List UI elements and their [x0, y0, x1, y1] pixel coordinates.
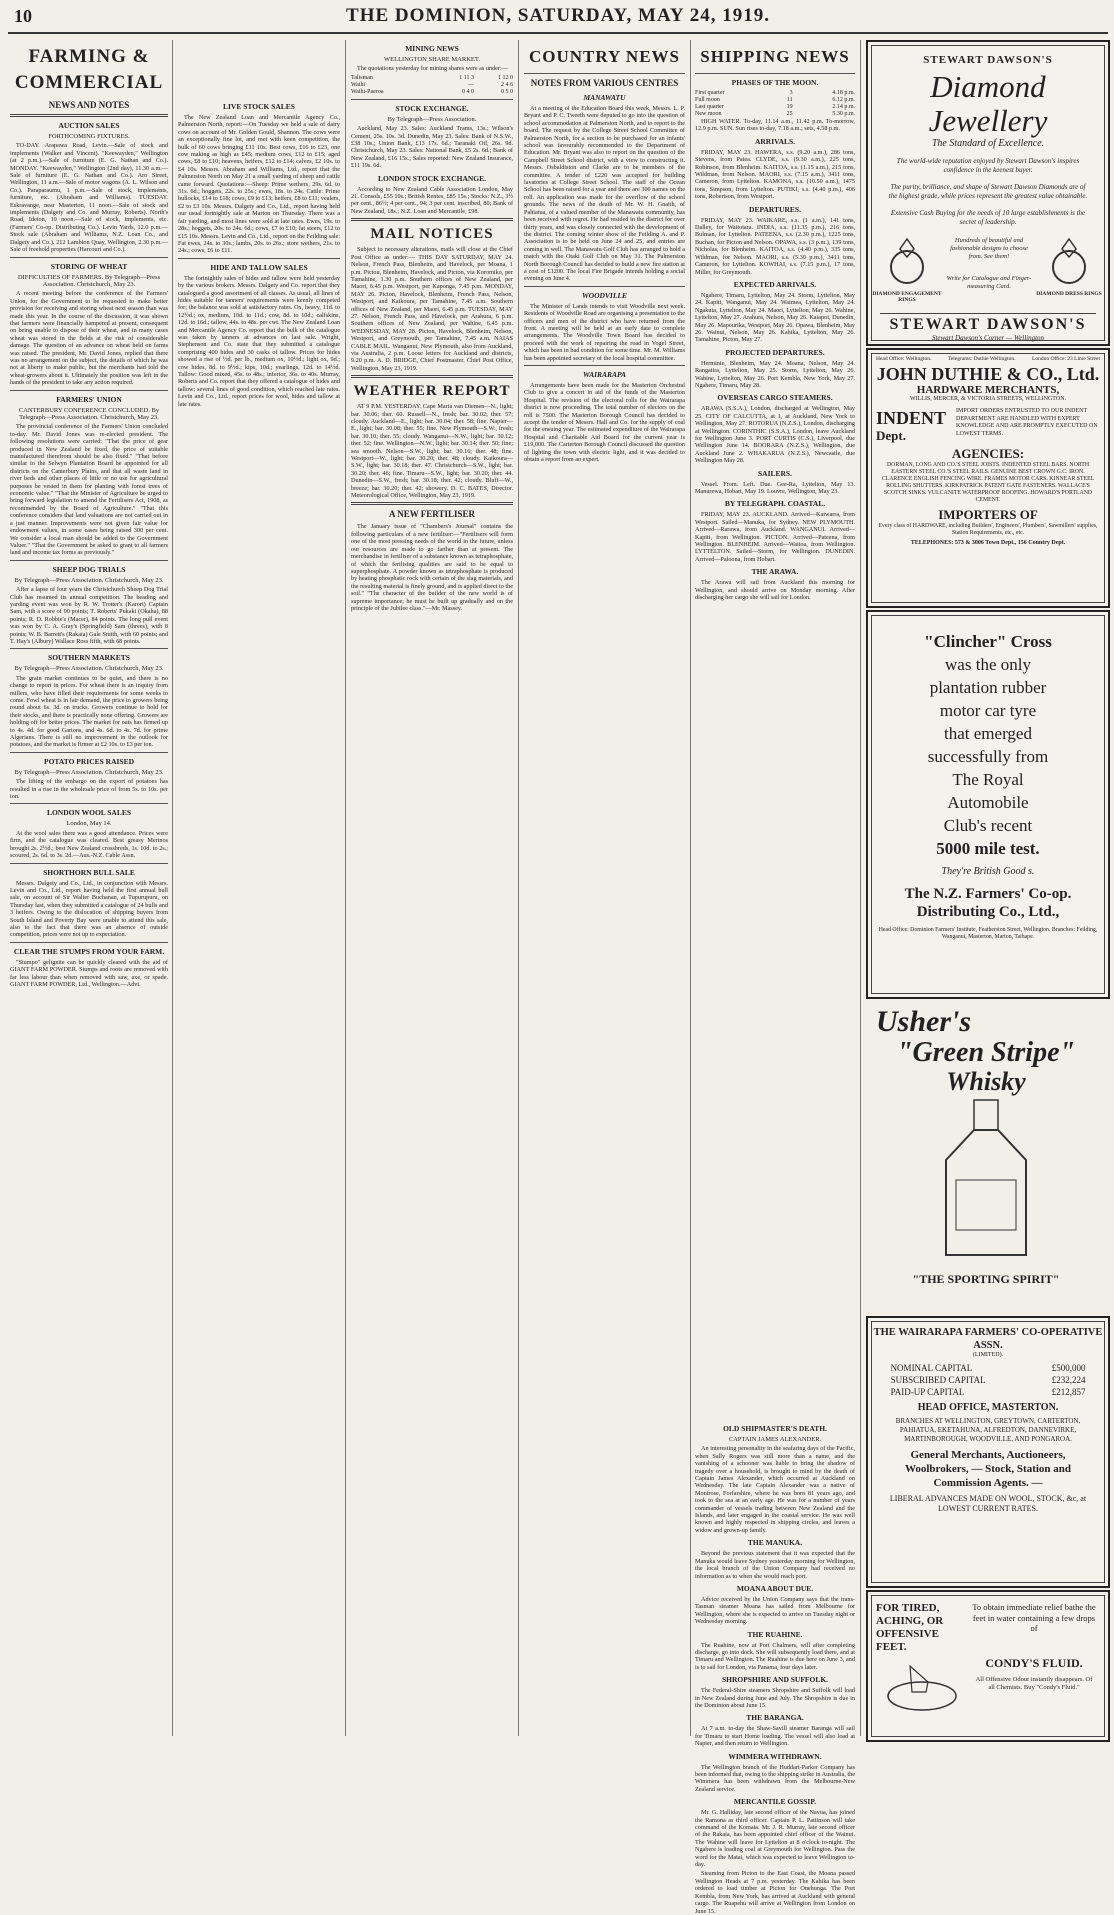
mining-row-cell: 0 4 0 [461, 88, 474, 95]
article-heading: CLEAR THE STUMPS FROM YOUR FARM. [13, 946, 165, 956]
article-heading: THE MANUKA. [747, 1538, 803, 1548]
article-text: According to New Zealand Cable Association London, May 21. Consols, £55 10s.; British Rentes, £85 15s.; Stocks: N.Z., 3½ per cent., 86½; 4 per cent., 94; 3 per cent. inscribed, 80; Bank of New Zealand, 18s.; N.Z. Loan and Mercantile, £98. [351, 185, 513, 215]
divider [10, 803, 168, 804]
mining-share-table [351, 75, 513, 96]
article-text: Arrangements have been made for the Masterton Orchestral Club to give a concert in aid of the funds of the Masterton Hospital. The revision of the electoral rolls for the Wairarapa district is now proceeding. The total number of electors on the roll is 7500. The Masterton Borough Council has decided to accept the tender of Messrs. Hall and Co. for the supply of coal for the ensuing year. The estimated expenditure of the Wairarapa Hospital and Charitable Aid Board for the current year is £19,000. The Carterton Borough Council discussed the question of lighting the town with electric light, and it was decided to obtain a report from an expert. [524, 382, 685, 464]
ad-text: The purity, brilliance, and shape of Stewart Dawson Diamonds are of the highest grade, while prices represent the greatest value obtainable. [888, 183, 1088, 200]
article-subheading: By Telegraph—Press Association. Christchurch, May 23. [14, 665, 164, 673]
article-text: Ngahere, Timaru, Lyttelton, May 24. Storm, Lyttelton, May 24. Kapiti, Wanganui, May 24. Waimea, Lyttelton, May 24. Ngakuta, Lyttelton, May 24. Maori, Lyttelton, May 26. Wahine, Lyttelton, May 27. Arahura, Nelson, May 26. Kaiapoi, Dunedin, May 26. Mapourika, Westport, May 26. Opawa, Blenheim, May 26. Wainui, Nelson, May 26. Kahika, Lyttelton, May 26. Tamahine, Picton, May 27. [695, 291, 855, 344]
ad-label: INDENT [876, 408, 947, 428]
article-heading: SHROPSHIRE AND SUFFOLK. [721, 1675, 829, 1685]
ad-tagline: "THE SPORTING SPIRIT" [912, 1272, 1060, 1286]
ad-label: AGENCIES: [951, 446, 1025, 461]
article-text: AT 9 P.M. YESTERDAY. Cape Maria van Diemen—N., light; bar. 30.06; ther. 60. Russell—N., fresh; bar. 30.02; ther. 57; cloudy. Auckland—E., light; bar. 30.04; ther. 58; fine. Napier—E., light; bar. 30.08; ther. 55; fine. New Plymouth—S.W., fresh; bar. 30.10; ther. 55; cloudy. Wanganui—N.W., light; bar. 30.12; ther. 52; fine. Wellington—N.W., light; bar. 30.14; ther. 50; fine; sea smooth. Nelson—S.W., light; bar. 30.16; ther. 48; fine. Westport—W., light; bar. 30.20; ther. 48; cloudy. Kaikoura—S.W., light; bar. 30.18; ther. 47. Christchurch—S.W., light; bar. 30.20; ther. 46; fine. Timaru—S.W., light; bar. 30.20; ther. 44. Dunedin—S.W., fresh; bar. 30.18; ther. 42; cloudy. Bluff—W., breeze; bar. 30.20; ther. 42; showery. D. C. BATES, Director. Meteorological Office, Wellington, May 23, 1919. [351, 403, 513, 500]
divider [695, 73, 855, 74]
article-text: Beyond the previous statement that it was expected that the Manuka would leave Sydney yesterday morning for Wellington, the local branch of the Union Company had received no information as to when she would reach port. [695, 1550, 855, 1580]
section-heading-farming: FARMING & COMMERCIAL [14, 46, 164, 93]
mining-row-cell: 1 11 3 [459, 74, 474, 81]
ad-line: They're British Good s. [941, 866, 1035, 877]
article-text: The fortnightly sales of hides and tallow were held yesterday by the various brokers. Messrs. Dalgety and Co. report that they catalogued a good assortment of all classes. As usual, all lines of hides suitable for tanners' requirements were keenly competed for; the balance was sold at satisfactory rates. Ox, heavy, 11d. to 12½d.; ox, medium, 10d. to 11d.; cow, 8d. to 10d.; calfskins, 12d. to 16d.; tallow, 44s. to 48s. per cwt. The New Zealand Loan and Mercantile Agency Co. report that the bulk of the catalogue was taken by tanners at advances on last sale. Wright, Stephenson and Co. state that they submitted a catalogue comprising 400 hides and 30 casks of tallow. Prices for hides showed a rise of ½d. per lb., medium ox, 10½d.; light ox, 9d.; cow hides, 8d. to 9½d.; kips, 10d.; yearlings, 12d. to 14½d. Tallow: Good mixed, 45s. to 48s.; inferior, 36s. to 40s. Murray, Roberts and Co. report that they offered a catalogue of hides and tallow; several lines of good condition, which reached late rates. Levin and Co., Ltd., report prices for wool, hides and tallow at late rates. [178, 274, 340, 408]
ad-line: Club's recent [943, 816, 1033, 835]
article-text: An interesting personality in the seafaring days of the Pacific, when Sally Rogers was still more than a name, and the vanishing of a schooner was liable to bring the shadow of tragedy over a household, is brought to mind by the death of Captain James Alexander, which occurred at Auckland on Wednesday. The late Captain Alexander was a native of Montrose, Forfarshire, where he was born 81 years ago, and took to the sea at an early age. He was for a number of years commander of vessels trading between New Zealand and the Islands, and later engaged in the coastal service. He was well known and highly respected in shipping circles, and leaves a widow and grown-up family. [695, 1445, 855, 1534]
masthead [8, 2, 1108, 34]
ad-text: Every class of HARDWARE, including Builders', Engineers', Plumbers', Sawmillers' supplies, Station Requirements, etc., etc. [878, 523, 1098, 536]
ad-line: OFFENSIVE FEET. [876, 1628, 939, 1653]
column-rule [860, 40, 861, 1736]
article-text: Advice received by the Union Company says that the trans-Tasman steamer Moana has sailed from Melbourne for Wellington, where she is expected to arrive on Tuesday night or Wednesday morning. [695, 1595, 855, 1626]
ad-line: successfully from [927, 747, 1049, 766]
ad-brand: CONDY'S FLUID. [985, 1656, 1083, 1670]
capital-table [891, 1362, 1086, 1398]
ad-product: "Green Stripe" [896, 1037, 1076, 1068]
mining-row-cell: Waihi [351, 81, 366, 88]
capital-row-cell: £232,224 [1051, 1375, 1086, 1385]
ad-line: motor car tyre [939, 701, 1037, 720]
ring-icon [1044, 235, 1094, 289]
ad-head-office: HEAD OFFICE, MASTERTON. [917, 1402, 1059, 1413]
article-text: Mr. G. Halliday, late second officer of the Navua, has joined the Ramona as third officer. Captain P. L. Pattinson will take command of the Komata. Mr. J. R. Murray, late second officer of the Rakaia, has been appointed chief officer of the Wainui. The Wahine will leave for Lyttelton at 8 o'clock to-night. The Ngahere is loading coal at Greymouth for Wellington. Pass the word for the Matai, which was expected to leave Wellington to-day. [695, 1809, 855, 1869]
mining-row-cell: 2 4 6 [501, 81, 513, 88]
article-heading: FARMERS' UNION [56, 394, 122, 404]
column-rule [518, 40, 519, 1736]
page-number: 10 [14, 6, 32, 26]
article-text: After a lapse of four years the Christchurch Sheep Dog Trial Club has resumed its annual competition. The heading and yarding event was won by R. W. Trotter's (Karori) Captain Sam, with a score of 90 points; T. Roberts' Pukaki (Okaha), 88 points; R. D. Robbie's (Macer), 84 points. The long pull event was won by C. A. Gray's (Springfield) Sam (threes), with 8 points; W. B. Barrett's (Rakaia) Gale Smith, with 60 points; and T. Hay's (Albury) Wallace Ross fifth, with 68 points. [10, 586, 168, 645]
article-text: The Minister of Lands intends to visit Woodville next week. Residents of Woodville Road are organising a presentation to the officers and men of the district who have returned from the front. A meeting will be held at an early date to complete arrangements. The Woodville Town Board has decided to proceed with the work of repairing the road in Vogel Street, which has been in bad condition for some time. Mr. M. Williams has been appointed secretary of the local hospital committee. [524, 302, 685, 362]
moon-phase-row-cell: First quarter [695, 90, 725, 96]
ad-label: DIAMOND DRESS RINGS [1036, 291, 1102, 297]
article-heading: THE RUAHINE. [747, 1629, 803, 1639]
divider [10, 114, 168, 117]
divider [351, 375, 513, 378]
ad-line: Automobile [947, 793, 1029, 812]
moon-phase-row-cell: 2.14 p.m. [832, 104, 855, 110]
article-text: Steaming from Picton to the East Coast, the Moana passed Wellington Heads at 7 p.m. yesterday. The Kahika has been ordered to load timber at Picton for Onehunga. The Port Kembla, from New York, has arrived at Auckland with general cargo. The Ruapehu will arrive at Wellington from London on June 15. [695, 1870, 855, 1915]
moon-phase-row-cell: 3 [789, 90, 793, 96]
article-heading: PHASES OF THE MOON. [731, 78, 819, 87]
article-subheading: CANTERBURY CONFERENCE CONCLUDED. By Telegraph—Press Association. Christchurch, May 23. [18, 406, 160, 421]
article-text: Herminie, Blenheim, May 24. Moana, Nelson, May 24. Rangatira, Lyttelton, May 25. Storm, Lyttelton, May 26. Wahine, Lyttelton, May 26. Port Kembla, New York, May 27. Ngahere, Timaru, May 28. [695, 359, 855, 389]
ad-text: All Offensive Odour instantly disappears. Of all Chemists. Buy "Condy's Fluid." [975, 1676, 1093, 1691]
moon-phase-row-cell: 5.30 p.m. [832, 111, 855, 117]
ad-line: was the only [945, 655, 1031, 674]
condys-fluid-ad [866, 1590, 1110, 1742]
column-rule [345, 40, 346, 1736]
ad-title: JOHN DUTHIE & CO., Ltd. [876, 364, 1100, 384]
column-rule [690, 40, 691, 1736]
mining-row-cell: 0 5 0 [501, 88, 513, 95]
ad-title: THE WAIRARAPA FARMERS' CO-OPERATIVE ASSN. [873, 1327, 1103, 1351]
moon-phase-row-cell: New moon [695, 111, 722, 117]
article-text: The New Zealand Loan and Mercantile Agency Co., Palmerston North, report:—On Tuesday we held a sale of dairy cows on account of Mr. Golden Gould, Shannon. The cows were an exceptionally fine lot, and met with keen competition, the bulk of 60 cows bringing £11 10s. Best cows, £16 to £23, one cow making as high as £45; medium cows, £12 to £15; aged cows, £8 to £10; heavens, heifers, £12 to £14; calves, £2 10s. to £4 10s. Messrs. Abraham and Williams, Ltd., report that the Palmerston North on May 21 a small yarding of sheep and cattle came forward. Quotations:—Sheep: Prime wethers, 29s. 6d. to 31s. 6d.; hoggets, 22s. to 25s.; ewes, 18s. to 24s. Cattle: Prime bullocks, £14 to £18; cows, £9 to £13; heifers, £8 to £11; vealers, £2 to £3 10s. Messrs. Dalgety and Co., Ltd., report having held our usual fortnightly sale at Marton on Thursday. There was a fair yarding, and most lines were sold at late rates. Ewes, 19s. to 28s.; hoggets, 20s. to 24s. 6d.; cows, £7 to £10; fat steers, £12 to £15 10s. Messrs. Levin and Co., Ltd., report on the Feilding sale: Fat ewes, 24s. to 30s.; lambs, 20s. to 26s.; store wethers, 21s. to 24s.; cows, £6 to £11. [178, 114, 340, 255]
mining-row-cell: — [467, 81, 474, 88]
divider [351, 502, 513, 505]
ad-subtitle: HARDWARE MERCHANTS, [916, 384, 1060, 396]
clincher-tyre-ad [866, 610, 1110, 999]
article-text: The Ruahine, now at Port Chalmers, will after completing discharge, go into dock. She will subsequently load there, and at Timaru and Wellington. The Ruahine is due here on June 3, and is to sail for London, via Panama, four days later. [695, 1641, 855, 1671]
moon-phase-row [695, 97, 855, 104]
column-livestock [178, 40, 340, 1736]
ad-text: LIBERAL ADVANCES MADE ON WOOL, STOCK, &c, at LOWEST CURRENT RATES. [889, 1494, 1087, 1513]
article-heading: MERCANTILE GOSSIP. [733, 1797, 817, 1807]
moon-phase-row-cell: Last quarter [695, 104, 724, 110]
article-heading: PROJECTED DEPARTURES. [725, 347, 825, 357]
ad-address: WILLIS, MERCER, & VICTORIA STREETS, WELLINGTON. [909, 396, 1067, 402]
capital-row-cell: PAID-UP CAPITAL [890, 1387, 965, 1397]
ad-text: The world-wide reputation enjoyed by Stewart Dawson's inspires confidence in the keenest buyer. [896, 157, 1080, 174]
ad-text: IMPORT ORDERS ENTRUSTED TO OUR INDENT DEPARTMENT ARE HANDLED WITH EXPERT KNOWLEDGE AND ARE PROMPTLY EXECUTED ON LOWEST TERMS. [956, 408, 1098, 437]
ring-icon [882, 235, 932, 289]
stewart-dawson-ad [866, 40, 1110, 346]
moon-phase-row [695, 111, 855, 118]
ad-text: (LIMITED). [972, 1352, 1004, 1358]
article-heading: WAIRARAPA [582, 370, 627, 379]
article-text: FRIDAY, MAY 23. WAIKARE, s.s. (1 a.m.), 141 tons, Dalley, for Waitotara. INDIA, s.s. (11.35 p.m.), 216 tons, Bulman, for Lyttelton. PATEENA, s.s. (2.30 p.m.), 1225 tons, Buchan, for Picton and Nelson. OPAWA, s.s. (3 p.m.), 139 tons, Nicholas, for Blenheim. KAITOA, s.s. (4.40 p.m.), 335 tons, Wildman, for Nelson. MAORI, s.s. (5.30 p.m.), 3411 tons, Cameron, for Lyttelton. KOWHAI, s.s. (7.15 p.m.), 17 tons, Miller, for Greymouth. [695, 216, 855, 276]
article-text: ARAWA (S.S.A.), London, discharged at Wellington, May 25. CITY OF CALCUTTA, at 1, at Auckland, New York to Wellington, May 27. ROTORUA (N.Z.S.), London, discharging at Wellington. CORINTHIC (S.S.A.), London, leave Auckland for Wellington June 3. PORT CURTIS (C.S.), Liverpool, due Wellington June 14. BOORARA (N.Z.S.), Wellington, due Auckland June 2. WHAKARUA (N.Z.S.), Newcastle, due Wellington May 28. [695, 405, 855, 465]
article-text: FRIDAY, MAY 23. HAWERA, s.s. (9.20 a.m.), 286 tons, Stevens, from Patea. CLYDE, s.s. (9.30 a.m.), 225 tons, Robinson, from Blenheim. KAITOA, s.s. (1.15 a.m.), 215 tons, Wildman, from Nelson. MAORI, s.s. (7.15 a.m.), 3411 tons, Cameron, from Lyttelton. KAMONA, s.s. (10.50 a.m.), 1475 tons, Simpson, from Lyttelton. PUTIKI, s.s. (4.40 p.m.), 406 tons, Robertson, from Westport. [695, 148, 855, 201]
article-heading: SHEEP DOG TRIALS [52, 564, 126, 574]
ad-line: "Clincher" Cross [924, 632, 1052, 651]
moon-phase-row-cell: Full moon [695, 97, 720, 103]
ad-phone: TELEPHONES: 573 & 3006 Town Dept., 156 Country Dept. [910, 540, 1066, 546]
divider [351, 218, 513, 221]
moon-phase-row-cell: 25 [786, 111, 793, 117]
article-text: Auckland, May 23. Sales: Auckland Trams, 13s.; Wilson's Cement, 25s. 10s. 3d. Dunedin, May 23. Sales: Bank of N.S.W., £38 10s.; Union Bank, £13 17s. 6d.; Taranaki Oil, 26s. 9d. Christchurch, May 23. Sales: National Bank, £5 2s. 6d.; Bank of New Zealand, £16 15s.; Sales reported: New Zealand Insurance, £11 19s. 6d. [351, 125, 513, 170]
section-heading-shipping: SHIPPING NEWS [700, 47, 850, 66]
article-text: The Wellington branch of the Huddart-Parker Company has been informed that, owing to the shipping strike in Australia, the Wimmera has been withdrawn from the Melbourne-New Zealand service. [695, 1763, 855, 1793]
article-heading: AUCTION SALES [58, 121, 120, 130]
column-shipmaster [695, 1420, 855, 1915]
divider [178, 258, 340, 259]
article-heading: STORING OF WHEAT [50, 261, 128, 271]
article-subheading: London, May 14. [66, 820, 112, 828]
article-text: The lifting of the embargo on the export of potatoes has resulted in a rise in the wholesale price of from 5s. to 10s. per ton. [10, 778, 168, 801]
article-heading: ARRIVALS. [754, 136, 796, 146]
divider [524, 73, 685, 74]
moon-phase-row-cell: 4.18 p.m. [832, 90, 855, 96]
moon-phase-row-cell: 11 [786, 97, 793, 103]
article-text: The grain market continues to be quiet, and there is no change to report in prices. For wheat there is an inquiry from millers, who have filled their requirements for some weeks to come. Fowl wheat is in fair demand, the price to growers being round about 6s. 3d. on trucks. Growers continue to hold for their stocks, and there is practically none offering. Growers are holding off for better prices. The market for oats has firmed up to 4s. 4d. for good Gartons, and 4s. 6d. to 4s. 7d. for prime Algerians. There is still no improvement in the outlook for potatoes, and the market is firmer at £2 10s. to £3 per ton. [10, 674, 168, 749]
column-country-news [524, 40, 685, 1736]
ad-tagline: The Standard of Excellence. [931, 138, 1045, 149]
ad-small-text: Head Office: Wellington. [876, 356, 932, 362]
article-heading: MANAWATU [583, 93, 626, 102]
moon-phases-table [695, 90, 855, 118]
moon-phase-row [695, 90, 855, 97]
divider [10, 560, 168, 561]
divider [10, 752, 168, 753]
article-subheading: By Telegraph—Press Association. Christchurch, May 23. [14, 576, 164, 584]
section-subheading: NOTES FROM VARIOUS CENTRES [530, 78, 679, 88]
article-subheading: FORTHCOMING FIXTURES. [48, 133, 130, 140]
article-heading: MINING NEWS [405, 44, 459, 53]
ad-line: plantation rubber [929, 678, 1047, 697]
divider [10, 863, 168, 864]
ad-brand: Usher's [876, 1005, 972, 1038]
ad-text: To obtain immediate relief bathe the feet in water containing a few drops of [972, 1602, 1096, 1633]
article-text: HIGH WATER. To-day, 11.14 a.m., 11.42 p.m. To-morrow, 12.9 p.m. SUN. Sun rises to-day, 7.18 a.m.; sets, 4.58 p.m. [695, 118, 855, 133]
moon-phase-row-cell: 19 [786, 104, 793, 110]
column-farming [10, 40, 168, 1736]
article-subheading: CAPTAIN JAMES ALEXANDER. [728, 1436, 822, 1443]
article-heading: DEPARTURES. [749, 204, 801, 214]
moon-phase-row-cell: 6.12 p.m. [832, 97, 855, 103]
divider [10, 390, 168, 391]
article-text: The provincial conference of the Farmers' Union concluded to-day. Mr. David Jones was re-elected president. The following resolutions were carried: "That the price of gear produced in New Zealand be fixed, the price of suitable manufactured therefrom should be also fixed." "That before similar to the Selwyn Plantation Board be appointed for all districts on the Canterbury Plains, and that all waste land in river beds and other places of little or no use for agricultural purposes be vested in them for planting with forest trees of economic value." "That the Minister of Agriculture be urged to bring forward legislation to amend the Fertilisers Act, 1908, as recommended by the Board of Agriculture." "That this conference considers that land valuations are not carried out in a just manner. Improvements were not given fair value for endowment values, in some cases being raised 300 per cent. We consider a local man should be added to the Government Valuer." "That the Government be asked to grant to all farmers land and income tax forms as previously." [10, 423, 168, 557]
article-heading: WIMMERA WITHDRAWN. [728, 1751, 822, 1761]
article-heading: MAIL NOTICES [370, 226, 494, 243]
usher-whisky-ad [866, 1000, 1106, 1310]
ad-label: IMPORTERS OF [938, 507, 1038, 522]
divider [10, 942, 168, 943]
article-text: At 7 a.m. to-day the Shaw-Savill steamer Baranga will sail for Timaru to start Home loading. The vessel will also load at Napier, and then return to Wellington. [695, 1725, 855, 1748]
article-text: The Arawa will sail from Auckland this morning for Wellington, and should arrive on Monday morning. After discharging her cargo she will sail for London. [695, 579, 855, 602]
column-mining [351, 40, 513, 1736]
article-subheading: By Telegraph—Press Association. Christchurch, May 23. [14, 768, 164, 776]
newspaper-title: THE DOMINION, SATURDAY, MAY 24, 1919. [346, 5, 770, 26]
article-subheading: DIFFICULTIES OF FARMERS. By Telegraph—Press Association. Christchurch, May 23. [17, 273, 161, 288]
column-rule [172, 40, 173, 1736]
article-text: FRIDAY, MAY 23. AUCKLAND. Arrived—Kaiwarra, from Westport. Sailed—Manuka, for Sydney. NEW PLYMOUTH. Arrived—Rarawa, from Auckland. WANGANUI. Arrived—Kapiti, from Wellington. PICTON. Arrived—Pateena, from Wellington. BLENHEIM. Arrived—Waitoa, from Wellington. LYTTELTON. Sailed—Storm, for Wellington. DUNEDIN. Arrived—Paloona, from Hobart. [695, 511, 855, 563]
article-heading: MOANA ABOUT DUE. [736, 1583, 814, 1593]
ad-label: DIAMOND ENGAGEMENT RINGS [872, 291, 942, 303]
divider [10, 257, 168, 258]
whisky-bottle-icon [926, 1100, 1046, 1260]
article-text: At a meeting of the Education Board this week, Messrs. L. P. Bryant and P. C. Tweeth were deputed to go into the question of school accommodation at Palmerston North, and to report to the board. The request by the College Street School Committee of Palmerston North, for a section to be purchased for an infants' school was favourably recommended to the Department of Education. Mr. Bryant was also to report on the question of the Campbell Street School district, with a view to constructing it. Messrs. Osbaldiston and Clarke are to be members of the committee. A tender of £220 was accepted for building lavatories at College Street School. The staff of the Ocean School has been raised for a year and there are 300 names on the roll. An application was made for the overflow of the school grounds. The news of the death of Mr. W. H. Gnaith, of Pahiatua, of a valued member of the Manawatu community, has been received with regret. He had resided in the district for over thirty years, and was closely connected with the development of the district. The coming winter show of the Feilding A. and P. Association is to be held on June 24 and 25, and entries are coming in well. The Manawatu Golf Club has arranged to hold a match with the Otaki Golf Club on May 31. The Palmerston North Borough Council has decided to build a new fire station at a cost of £1200. The local Fire Brigade intends holding a social evening on June 4. [524, 105, 685, 283]
article-text: Subject to necessary alterations, mails will close at the Chief Post Office as under:— THIS DAY SATURDAY, MAY 24. Nelson, French Pass, Blenheim, and Havelock, per Moana, 1 p.m. Pictou, Blenheim, Havelock, and Picton, via Koromiko, per Tamahine, 1.30 p.m. Southern offices of New Zealand, per Maori, 6.45 p.m. Westport, per Kaponga, 7.45 p.m. MONDAY, MAY 26. Picton, Havelock, Blenheim, French Pass, Nelson, Westport, and Kaikoura, per Tamahine, 7.45 a.m. Southern offices of New Zealand, per Maori, 6.45 p.m. TUESDAY, MAY 27. Nelson, French Pass, and Havelock, per Arahura, 6 p.m. Southern offices of New Zealand, per Wahine, 6.45 p.m. WEDNESDAY, MAY 28. Picton, Havelock, Blenheim, Nelson, Westport, and Greymouth, per Tamahine, 7.45 a.m. NAIAS CABLE MAIL. Wanganui, New Plymouth, also from Auckland, via Australia, 2 p.m. Loose letters for Auckland and districts, 9.20 p.m. A. D. BRIDGE, Chief Postmaster. Chief Post Office, Wellington, May 23, 1919. [351, 246, 513, 372]
wairarapa-farmers-ad [866, 1316, 1110, 1588]
article-heading: LIVE STOCK SALES [223, 102, 295, 111]
article-heading: THE BARANGA. [746, 1713, 804, 1723]
ad-text: Head Office: Dominion Farmers' Institute, Featherston Street, Wellington. Branches: Feilding, Wanganui, Masterton, Marton, Taihape. [878, 927, 1098, 940]
capital-row-cell: SUBSCRIBED CAPITAL [890, 1375, 986, 1385]
capital-row-cell: £212,857 [1051, 1387, 1086, 1397]
capital-row [891, 1386, 1086, 1398]
capital-row [891, 1362, 1086, 1374]
ad-title: Diamond Jewellery [928, 69, 1048, 138]
divider [524, 365, 685, 366]
article-heading: THE ARAWA. [751, 567, 799, 577]
article-heading: OLD SHIPMASTER'S DEATH. [723, 1424, 827, 1433]
article-heading: OVERSEAS CARGO STEAMERS. [717, 393, 833, 403]
ad-kind: Whisky [946, 1067, 1026, 1096]
ad-text: Hundreds of beautiful and fashionable designs to choose from. See them! [950, 237, 1028, 260]
ad-line: that emerged [944, 724, 1032, 743]
ad-address: Stewart Dawson's Corner — Wellington [931, 334, 1045, 342]
article-heading: HIDE AND TALLOW SALES [210, 262, 308, 272]
mining-row [351, 82, 513, 89]
ad-line: 5000 mile test. [936, 839, 1040, 858]
article-text: The Federal-Shire steamers Shropshire and Suffolk will load in New Zealand during June and July. The Shropshire is due in the Dominion about June 15. [695, 1687, 855, 1709]
article-subheading: By Telegraph—Press Association. [387, 115, 477, 123]
john-duthie-ad [866, 348, 1110, 608]
article-subheading: WELLINGTON SHARE MARKET. [384, 56, 480, 63]
divider [524, 286, 685, 287]
mining-row [351, 75, 513, 82]
article-text: Vessel. From. Left. Due. Gee-Ra, Lyttelton, May 13. Manurewa, Hobart, May 19. Louvre, Wellington, May 23. [695, 480, 855, 496]
mining-row-cell: 1 12 0 [498, 74, 513, 81]
ad-text: Write for Catalogue and Finger-measuring Card. [946, 275, 1032, 290]
article-heading: SOUTHERN MARKETS [48, 653, 130, 663]
ad-text: DORMAN, LONG AND CO.'S STEEL JOISTS. INDENTED STEEL BARS. NORTH EASTERN STEEL CO.'S STEEL RAILS. GENUINE BEST CROWN G.C. IRON. CLARENCE ENGLISH FENCING WIRE. FRAMES MOTOR CARS. KINNEAR STEEL ROLLING SHUTTERS. KIRKPATRICK PATENT GATE FASTENERS. WALLACE'S SCOTCH SINKS. VULCANITE WATERPROOF ROOFING. HOWARD'S PORTLAND CEMENT. [881, 462, 1095, 503]
article-text: The quotations yesterday for mining shares were as under:— [357, 65, 508, 73]
article-heading: A NEW FERTILISER [388, 509, 476, 520]
article-heading: LONDON WOOL SALES [46, 808, 132, 818]
article-heading: SAILERS. [758, 468, 792, 478]
mining-row [351, 89, 513, 96]
capital-row-cell: £500,000 [1051, 1363, 1086, 1373]
mining-row-cell: Talisman [351, 74, 373, 81]
ad-brand: STEWART DAWSON'S [889, 316, 1087, 333]
article-text: At the wool sales there was a good attendance. Prices were firm, and the catalogue was cleared. Best greasy Merinos brought 2s. 2½d.; best New Zealand crossbreds, 1s. 10d. to 2s.; scoured, 2s. 6d. to 3s. 2d.—Aus.-N.Z. Cable Assn. [10, 829, 168, 860]
ad-small-text: Telegrams: Duthie Wellington. [947, 356, 1016, 362]
mining-row-cell: Waihi-Paeroa [351, 88, 384, 95]
article-text: Messrs. Dalgety and Co., Ltd., in conjunction with Messrs. Levin and Co., Ltd., report having held the first annual bull sale, on account of Sir Walter Buchanan, at Tupurupuru, on Thursday last, when they submitted a catalogue of 24 bulls and 3 heifers. Owing to the dislocation of shipping buyers from South Island and Poverty Bay were unable to attend this sale, also to the fact that there was an absence of outside competition, prices were not up to expectation. [10, 879, 168, 939]
article-heading: WEATHER REPORT [353, 383, 511, 400]
divider [351, 99, 513, 100]
ad-line: The Royal [952, 770, 1024, 789]
article-text: TO-DAY. Arapawa Road, Levin.—Sale of stock and implements (Walker and Vincent). "Keewayden," Wellington (at 2 p.m.).—Sale of furniture (E. G. Nathan and Co.). MONDAY. "Keewayden," Wellington (2nd day), 11.30 a.m.—Sale of furniture (E. G. Nathan and Co.). Aro Street, Wellington, 11 a.m.—Sale of motor wagons (A. L. Wilson and Co.). Paraparaumu, 1 p.m.—Sale of stock, implements, furniture, etc. (Abraham and Williams). TUESDAY. Eskravange, near Masterton, 11 noon.—Sale of stock and implements (Dalgety and Co. and Murray, Roberts). North's Road, Ideton, 10 noon.—Sale of stock, implements, etc. (Farmers' Co-op. Distributing Co.). Levin Yards, 12.0 p.m.—Stock sale (Abraham and Williams, N.Z. Loan Co., and Dalgety and Co.). 212 Lambton Quay, Wellington, 2.30 p.m.—Sale of freehold properties (Harcourt and Co.). [10, 142, 168, 254]
ad-text: Extensive Cash Buying for the needs of 10 large establishments is the secret of leadership. [890, 209, 1086, 226]
moon-phase-row [695, 104, 855, 111]
section-subheading: NEWS AND NOTES [48, 100, 130, 110]
ad-text: BRANCHES AT WELLINGTON, GREYTOWN, CARTERTON, PAHIATUA, EKETAHUNA, ALFREDTON, DANNEVIRKE, MARTINBOROUGH, WOODVILLE, AND PONGAROA. [895, 1417, 1081, 1443]
ad-brand: STEWART DAWSON'S [923, 54, 1053, 66]
article-heading: STOCK EXCHANGE. [395, 103, 469, 113]
article-heading: BY TELEGRAPH. COASTAL. [724, 499, 826, 509]
capital-row-cell: NOMINAL CAPITAL [890, 1363, 973, 1373]
article-heading: EXPECTED ARRIVALS. [733, 279, 817, 289]
divider [10, 648, 168, 649]
article-text: "Stumpo" gelignite can be quickly cleared with the aid of GIANT FARM POWDER. Stumps and roots are removed with far less labour than when removed with saw, axe, or spade. GIANT FARM POWDER, Ltd., Wellington.—Advt. [10, 958, 168, 988]
article-heading: SHORTHORN BULL SALE [43, 867, 135, 877]
ad-company: The N.Z. Farmers' Co-op. Distributing Co., Ltd., [904, 886, 1072, 920]
capital-row [891, 1374, 1086, 1386]
ad-label: Dept. [876, 428, 906, 443]
ad-line: ACHING, OR [876, 1615, 944, 1627]
article-heading: POTATO PRICES RAISED [43, 756, 135, 766]
article-heading: WOODVILLE [581, 290, 627, 300]
ad-text: General Merchants, Auctioneers, Woolbrokers, — Stock, Station and Commission Agents. — [904, 1449, 1072, 1489]
article-text: The January issue of "Chambers's Journal" contains the following particulars of a new fertiliser:—"Fertilisers will form one of the most pressing needs of the world in the future, unless our resources are made to go farther than at present. The merchandise in fertiliser of a substance known as tetraphosphate, of which the ferilising qualities are said to be equal to superphosphate. A powder known as tetraphosphate is produced by heating phosphatic rock with certain of the slag materials, and the resulting material is finely ground, and is applied direct to the soil." "The character of the builder of the new world is of supreme importance; he must be built up gradually and on the principle of the Jubilee class."—Mr. Massey. [351, 523, 513, 612]
foot-bath-icon [882, 1656, 962, 1716]
ad-small-text: London Office: 23 Lime Street [1031, 356, 1100, 362]
ad-line: FOR TIRED, [876, 1602, 940, 1614]
section-heading-country: COUNTRY NEWS [528, 47, 681, 66]
article-heading: LONDON STOCK EXCHANGE. [377, 173, 486, 183]
article-text: A recent meeting before the conference of the Farmers' Union, for the Government to be requested to make better provision for receiving and storing wheat next season than was made this year. In the course of the discussion, it was shown that farmers were financially hampered at present, consequent on being unable to dispose of their wheat, and in many cases wheat was stored in the fields at the risk of considerable damage. The question of an advance on wheat held on farms was raised. The president, Mr. David Jones, replied that there was no arrangement on the subject, the details of which he was not at liberty to make public, but the merchants had told the wheat-growers about it. Ultimately the position was left in the hands of the president to take any action required. [10, 290, 168, 387]
